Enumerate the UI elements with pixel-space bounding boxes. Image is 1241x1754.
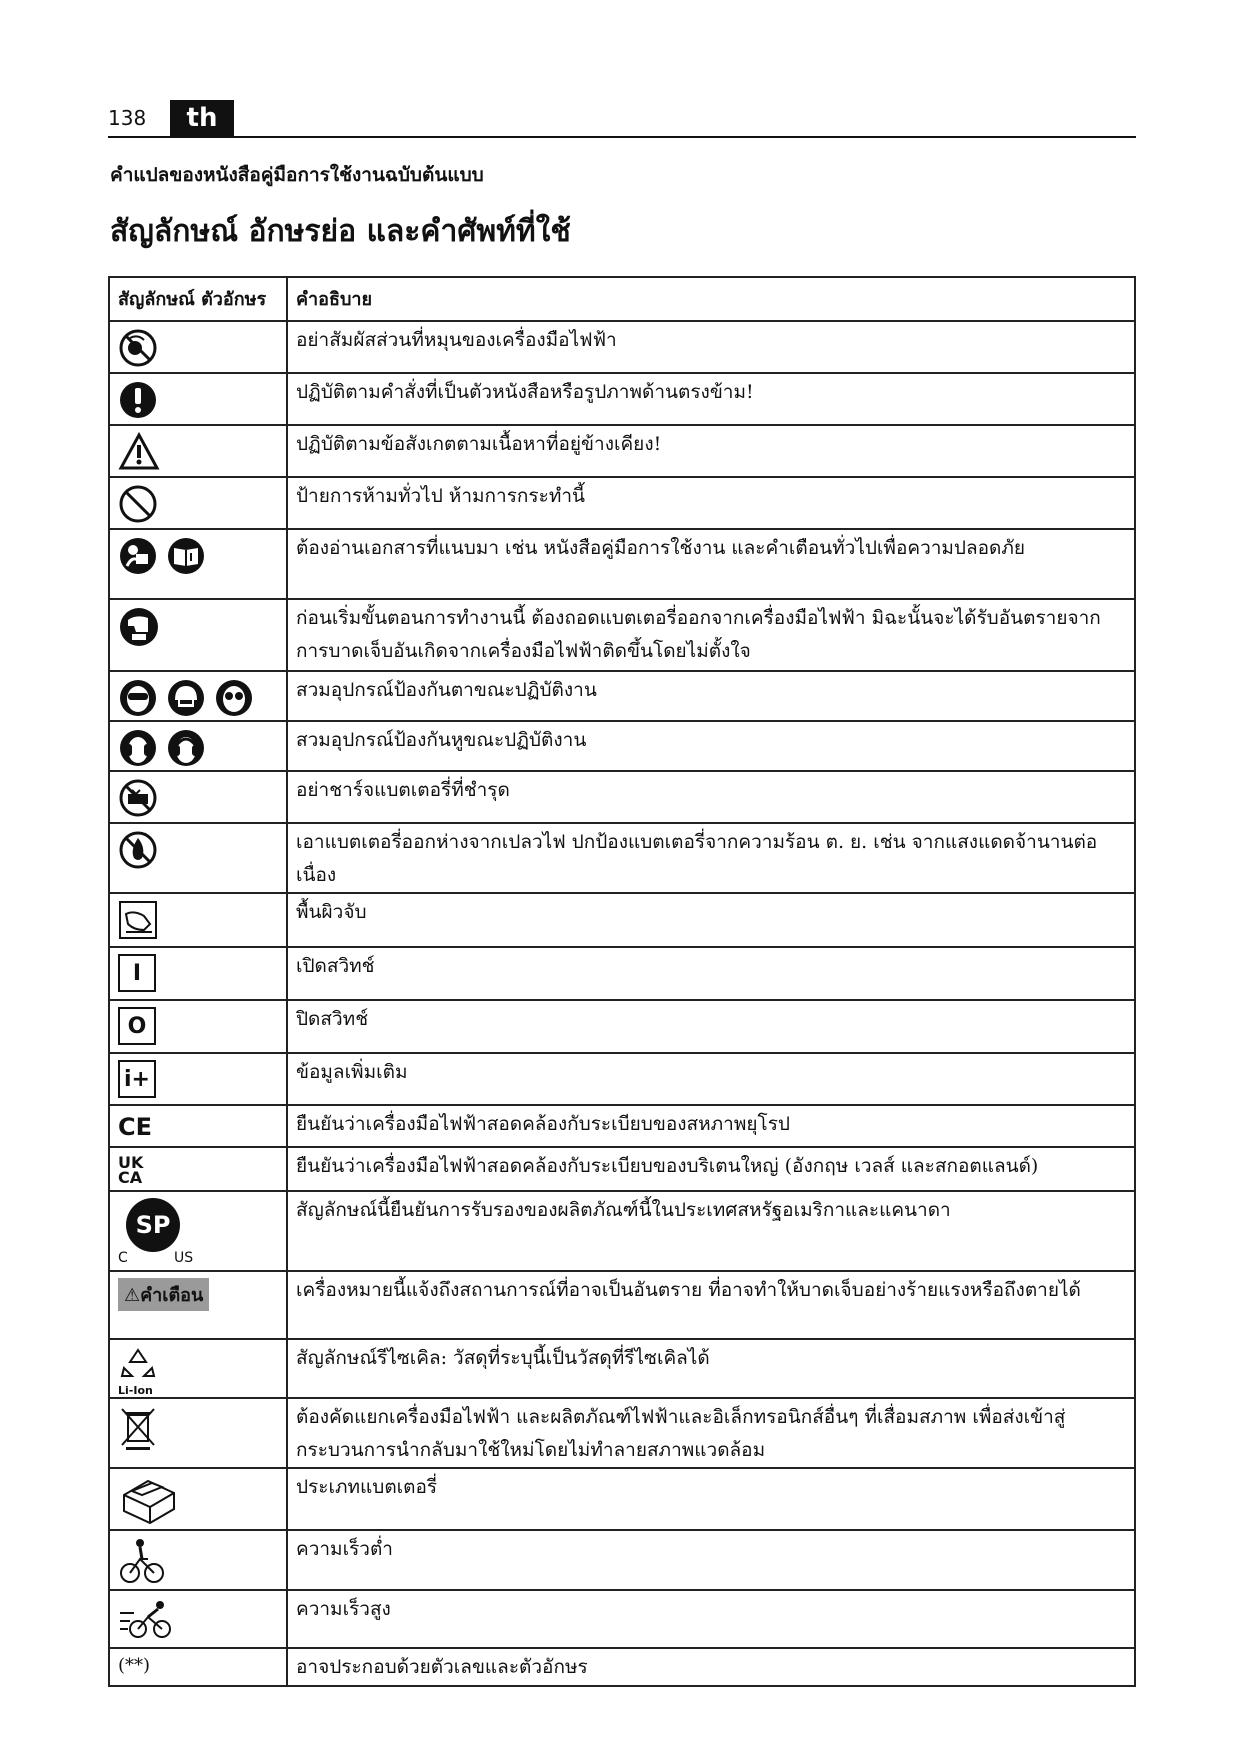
symbol-cell xyxy=(109,599,287,671)
symbol-cell xyxy=(109,529,287,599)
description-cell: ข้อมูลเพิ่มเติม xyxy=(287,1053,1135,1105)
eye-protection-icon xyxy=(118,678,286,718)
language-badge: th xyxy=(170,100,234,136)
symbol-cell xyxy=(109,1105,287,1147)
symbol-cell xyxy=(109,1398,287,1468)
table-row xyxy=(109,1053,1135,1105)
header-rule xyxy=(108,136,1136,138)
symbol-cell xyxy=(109,1147,287,1191)
description-cell: ต้องคัดแยกเครื่องมือไฟฟ้า และผลิตภัณฑ์ไฟฟ้าและอิเล็กทรอนิกส์อื่นๆ ที่เสื่อมสภาพ เพื่อส่งเข้าสู่กระบวนการนำกลับมาใช้ใหม่โดยไม่ทำลายสภาพแวดล้อม xyxy=(287,1398,1135,1468)
description-cell: เปิดสวิทช์ xyxy=(287,947,1135,1000)
symbol-cell xyxy=(109,1648,287,1686)
section-subtitle: คำแปลของหนังสือคู่มือการใช้งานฉบับต้นแบบ xyxy=(110,164,484,186)
goggles-icon xyxy=(214,678,254,718)
table-row xyxy=(109,373,1135,425)
helmet-visor-icon xyxy=(166,678,206,718)
table-row xyxy=(109,893,1135,947)
description-cell: อาจประกอบด้วยตัวเลขและตัวอักษร xyxy=(287,1648,1135,1686)
col-header-symbol: สัญลักษณ์ ตัวอักษร xyxy=(109,277,287,321)
ear-protection-icon xyxy=(118,728,286,768)
low-speed-icon xyxy=(118,1537,166,1585)
additional-info-icon: i+ xyxy=(118,1060,156,1098)
table-row xyxy=(109,1468,1135,1530)
symbol-cell xyxy=(109,671,287,721)
description-cell: ปฏิบัติตามคำสั่งที่เป็นตัวหนังสือหรือรูปภาพด้านตรงข้าม! xyxy=(287,373,1135,425)
table-row xyxy=(109,321,1135,373)
page-title: สัญลักษณ์ อักษรย่อ และคำศัพท์ที่ใช้ xyxy=(110,214,571,249)
ukca-top: UK xyxy=(118,1153,144,1172)
symbol-cell xyxy=(109,1053,287,1105)
table-row xyxy=(109,1191,1135,1271)
high-speed-icon xyxy=(118,1597,176,1641)
table-row xyxy=(109,1271,1135,1339)
ukca-mark-icon xyxy=(118,1154,286,1185)
csa-us-label: US xyxy=(174,1250,194,1266)
alphanumeric-placeholder: (**) xyxy=(118,1655,151,1676)
book-icon xyxy=(166,536,206,576)
symbol-cell xyxy=(109,1590,287,1648)
table-row xyxy=(109,477,1135,529)
description-cell: ป้ายการห้ามทั่วไป ห้ามการกระทำนี้ xyxy=(287,477,1135,529)
grip-surface-icon xyxy=(118,900,158,940)
table-row xyxy=(109,1398,1135,1468)
description-cell: ก่อนเริ่มขั้นตอนการทำงานนี้ ต้องถอดแบตเตอรี่ออกจากเครื่องมือไฟฟ้า มิฉะนั้นจะได้รับอันตรายจากการบาดเจ็บอันเกิดจากเครื่องมือไฟฟ้าติดขึ้นโดยไม่ตั้งใจ xyxy=(287,599,1135,671)
ukca-bottom: CA xyxy=(118,1168,143,1187)
recycle-li-ion-icon xyxy=(118,1346,162,1397)
symbol-cell xyxy=(109,721,287,771)
symbol-cell xyxy=(109,1530,287,1590)
switch-off-icon: O xyxy=(118,1007,156,1045)
csa-letters: SP xyxy=(135,1211,171,1239)
description-cell: สวมอุปกรณ์ป้องกันหูขณะปฏิบัติงาน xyxy=(287,721,1135,771)
description-cell: ประเภทแบตเตอรี่ xyxy=(287,1468,1135,1530)
table-row xyxy=(109,1000,1135,1053)
ce-mark-icon: CE xyxy=(118,1113,153,1141)
do-not-touch-rotating-icon xyxy=(118,328,158,368)
symbol-cell xyxy=(109,1271,287,1339)
warning-label-icon: ⚠คำเตือน xyxy=(118,1278,209,1311)
symbol-cell xyxy=(109,1468,287,1530)
read-person-icon xyxy=(118,536,158,576)
table-row xyxy=(109,1590,1135,1648)
table-header-row xyxy=(109,277,1135,321)
description-cell: พื้นผิวจับ xyxy=(287,893,1135,947)
symbol-cell xyxy=(109,1191,287,1271)
table-row xyxy=(109,425,1135,477)
symbol-cell xyxy=(109,893,287,947)
symbol-cell xyxy=(109,425,287,477)
warning-triangle-icon xyxy=(118,432,160,472)
description-cell: เครื่องหมายนี้แจ้งถึงสถานการณ์ที่อาจเป็นอันตราย ที่อาจทำให้บาดเจ็บอย่างร้ายแรงหรือถึงตายได้ xyxy=(287,1271,1135,1339)
description-cell: สวมอุปกรณ์ป้องกันตาขณะปฏิบัติงาน xyxy=(287,671,1135,721)
face-shield-icon xyxy=(118,678,158,718)
description-cell: เอาแบตเตอรี่ออกห่างจากเปลวไฟ ปกป้องแบตเตอรี่จากความร้อน ต. ย. เช่น จากแสงแดดจ้านานต่อเนื่อง xyxy=(287,823,1135,893)
table-row xyxy=(109,721,1135,771)
table-row xyxy=(109,771,1135,823)
li-ion-label: Li-Ion xyxy=(118,1384,153,1397)
description-cell: ความเร็วสูง xyxy=(287,1590,1135,1648)
table-row xyxy=(109,529,1135,599)
earmuff-alt-icon xyxy=(166,728,206,768)
description-cell: ยืนยันว่าเครื่องมือไฟฟ้าสอดคล้องกับระเบียบของสหภาพยุโรป xyxy=(287,1105,1135,1147)
symbol-cell xyxy=(109,823,287,893)
description-cell: ปิดสวิทช์ xyxy=(287,1000,1135,1053)
table-row xyxy=(109,599,1135,671)
table-row xyxy=(109,823,1135,893)
remove-battery-icon xyxy=(118,606,160,648)
symbol-cell xyxy=(109,373,287,425)
table-row xyxy=(109,1648,1135,1686)
description-cell: สัญลักษณ์รีไซเคิล: วัสดุที่ระบุนี้เป็นวัสดุที่รีไซเคิลได้ xyxy=(287,1339,1135,1398)
symbol-cell xyxy=(109,477,287,529)
symbol-cell xyxy=(109,771,287,823)
description-cell: ความเร็วต่ำ xyxy=(287,1530,1135,1590)
description-cell: อย่าชาร์จแบตเตอรี่ที่ชำรุด xyxy=(287,771,1135,823)
table-row xyxy=(109,1147,1135,1191)
symbol-cell xyxy=(109,1339,287,1398)
csa-circle xyxy=(126,1198,180,1252)
page-header xyxy=(108,100,1136,138)
csa-c-label: C xyxy=(118,1250,128,1266)
recycle-arrows-icon xyxy=(118,1346,158,1380)
table-row xyxy=(109,1339,1135,1398)
switch-on-icon: I xyxy=(118,954,156,992)
symbol-cell xyxy=(109,321,287,373)
col-header-description: คำอธิบาย xyxy=(287,277,1135,321)
symbols-table xyxy=(108,276,1136,1687)
weee-bin-icon xyxy=(118,1405,158,1451)
battery-type-icon xyxy=(118,1475,178,1525)
no-damaged-battery-icon xyxy=(118,778,158,818)
description-cell: อย่าสัมผัสส่วนที่หมุนของเครื่องมือไฟฟ้า xyxy=(287,321,1135,373)
symbol-cell xyxy=(109,1000,287,1053)
mandatory-exclamation-icon xyxy=(118,380,158,420)
prohibition-icon xyxy=(118,484,158,524)
description-cell: ต้องอ่านเอกสารที่แนบมา เช่น หนังสือคู่มือการใช้งาน และคำเตือนทั่วไปเพื่อความปลอดภัย xyxy=(287,529,1135,599)
table-row xyxy=(109,1530,1135,1590)
table-row xyxy=(109,947,1135,1000)
description-cell: สัญลักษณ์นี้ยืนยันการรับรองของผลิตภัณฑ์นี้ในประเทศสหรัฐอเมริกาและแคนาดา xyxy=(287,1191,1135,1271)
symbol-cell xyxy=(109,947,287,1000)
description-cell: ยืนยันว่าเครื่องมือไฟฟ้าสอดคล้องกับระเบียบของบริเตนใหญ่ (อังกฤษ เวลส์ และสกอตแลนด์) xyxy=(287,1147,1135,1191)
description-cell: ปฏิบัติตามข้อสังเกตตามเนื้อหาที่อยู่ข้างเคียง! xyxy=(287,425,1135,477)
read-manual-icon xyxy=(118,536,286,576)
table-row xyxy=(109,671,1135,721)
csa-mark-icon xyxy=(118,1198,198,1268)
page-number: 138 xyxy=(108,106,147,130)
keep-from-fire-icon xyxy=(118,830,158,870)
earmuff-icon xyxy=(118,728,158,768)
table-row xyxy=(109,1105,1135,1147)
